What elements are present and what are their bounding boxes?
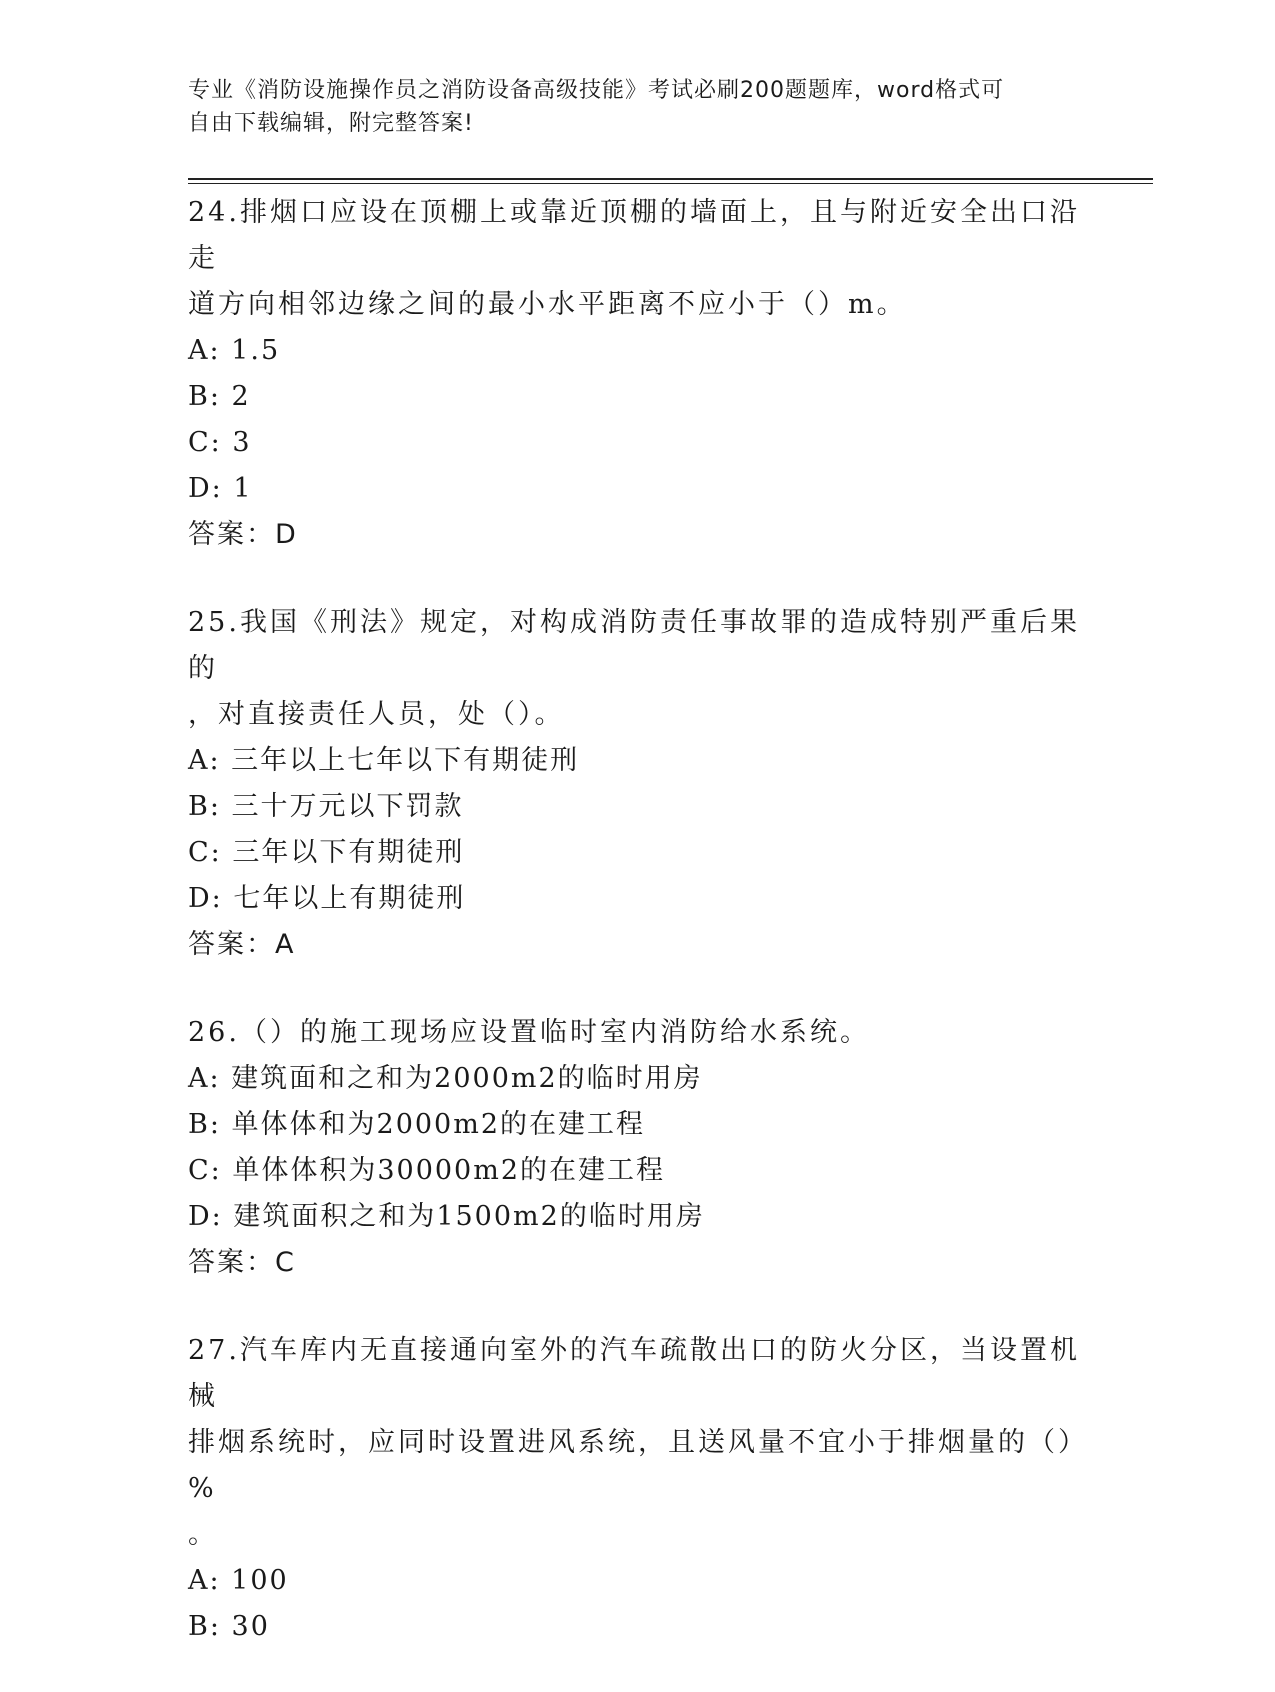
option-b: B: 单体体和为2000m2的在建工程 (188, 1109, 646, 1140)
intro-line-2: 自由下载编辑，附完整答案! (188, 111, 474, 136)
question-27 (188, 1328, 1088, 1650)
answer-line: 答案：D (188, 519, 298, 550)
question-stem-line: ，对直接责任人员，处（）。 (188, 699, 565, 730)
question-stem-line: 排烟系统时，应同时设置进风系统，且送风量不宜小于排烟量的（）% (188, 1427, 1088, 1504)
option-b: B: 2 (188, 381, 251, 412)
answer-line: 答案：C (188, 1247, 296, 1278)
option-d: D: 1 (188, 473, 253, 504)
option-a: A: 100 (188, 1565, 289, 1596)
document-header (188, 74, 1068, 140)
option-c: C: 三年以下有期徒刑 (188, 837, 465, 868)
question-25 (188, 600, 1088, 968)
option-d: D: 建筑面积之和为1500m2的临时用房 (188, 1201, 705, 1232)
header-rule-thin (188, 183, 1153, 184)
question-stem-line: 24.排烟口应设在顶棚上或靠近顶棚的墙面上，且与附近安全出口沿走 (188, 197, 1080, 274)
question-stem-line: 27.汽车库内无直接通向室外的汽车疏散出口的防火分区，当设置机械 (188, 1335, 1080, 1412)
answer-line: 答案：A (188, 929, 296, 960)
option-b: B: 30 (188, 1611, 270, 1642)
question-26 (188, 1010, 1088, 1286)
option-c: C: 单体体积为30000m2的在建工程 (188, 1155, 666, 1186)
option-a: A: 1.5 (188, 335, 281, 366)
option-c: C: 3 (188, 427, 252, 458)
question-24 (188, 190, 1088, 558)
question-stem-line: 道方向相邻边缘之间的最小水平距离不应小于（）m。 (188, 289, 907, 320)
header-rule-thick (188, 178, 1153, 180)
question-stem-line: 。 (188, 1519, 218, 1550)
option-b: B: 三十万元以下罚款 (188, 791, 464, 822)
question-list (188, 190, 1088, 1692)
intro-line-1: 专业《消防设施操作员之消防设备高级技能》考试必刷200题题库，word格式可 (188, 78, 1005, 103)
option-a: A: 建筑面和之和为2000m2的临时用房 (188, 1063, 703, 1094)
question-stem-line: 26.（）的施工现场应设置临时室内消防给水系统。 (188, 1017, 870, 1048)
option-a: A: 三年以上七年以下有期徒刑 (188, 745, 580, 776)
option-d: D: 七年以上有期徒刑 (188, 883, 466, 914)
question-stem-line: 25.我国《刑法》规定，对构成消防责任事故罪的造成特别严重后果的 (188, 607, 1080, 684)
